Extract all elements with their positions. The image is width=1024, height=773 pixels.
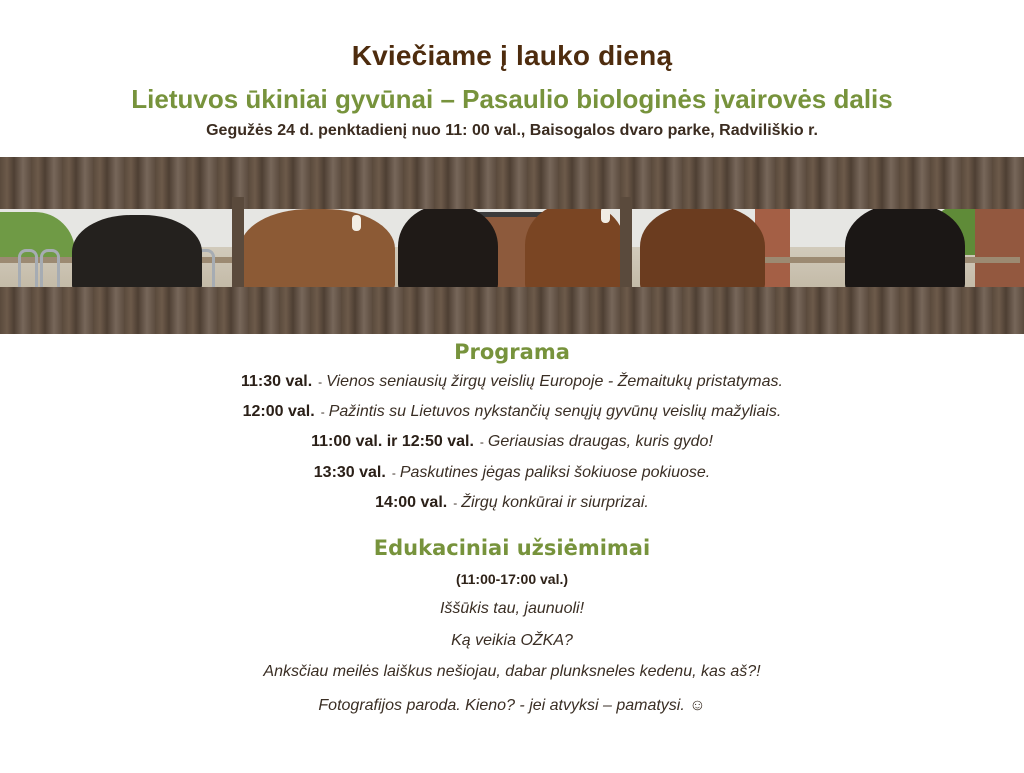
education-item: Iššūkis tau, jaunuoli! [439,600,585,617]
program-time: 13:30 val. [313,464,386,481]
horse-black [398,205,498,297]
event-subtitle: Lietuvos ūkiniai gyvūnai – Pasaulio biologinės įvairovės dalis [131,84,893,114]
event-title: Kviečiame į lauko dieną [351,40,673,71]
program-time: 11:30 val. [241,373,313,390]
program-description: Žirgų konkūrai ir siurprizai. [461,494,649,511]
horse-bay [525,203,625,297]
event-details: Gegužės 24 d. penktadienį nuo 11: 00 val., Baisogalos dvaro parke, Radviliškio r. [206,122,818,139]
program-time: 11:00 val. ir 12:50 val. [311,433,474,450]
horse-chestnut [240,209,395,297]
program-description: Geriausias draugas, kuris gydo! [487,433,713,450]
program-dash: - [318,375,323,389]
education-heading: Edukaciniai užsiėmimai [373,536,651,560]
horses-behind-fence-photo [0,157,1024,334]
fence-post [232,197,244,297]
horse-black [845,204,965,297]
program-item [0,494,1024,512]
program-item [0,373,1024,391]
program-dash: - [479,435,484,449]
program-description: Vienos seniausių žirgų veislių Europoje - Žemaitukų pristatymas. [326,373,783,390]
program-time: 12:00 val. [242,403,315,420]
education-item: Fotografijos paroda. Kieno? - jei atvyksi – pamatysi. ☺ [318,697,706,714]
program-time: 14:00 val. [375,494,448,511]
horse-bay [640,205,765,297]
fence-plank-top [0,157,1024,209]
fence-plank-bottom [0,287,1024,334]
program-dash: - [320,405,325,419]
program-dash: - [453,496,458,510]
education-hours: (11:00-17:00 val.) [455,571,569,587]
education-item: Ką veikia OŽKA? [451,632,573,649]
program-item [0,433,1024,451]
program-heading: Programa [454,340,570,364]
horse-blaze [601,207,610,223]
horse-blaze [352,215,361,231]
horse-black [72,215,202,297]
program-item [0,403,1024,421]
program-description: Paskutines jėgas paliksi šokiuose pokiuose. [399,464,711,481]
program-description: Pažintis su Lietuvos nykstančių senųjų gyvūnų veislių mažyliais. [328,403,782,420]
program-item [0,464,1024,482]
shed [975,209,1024,289]
education-item: Anksčiau meilės laiškus nešiojau, dabar plunksneles kedenu, kas aš?! [263,663,761,680]
fence-post [620,197,632,297]
program-dash: - [391,466,396,480]
